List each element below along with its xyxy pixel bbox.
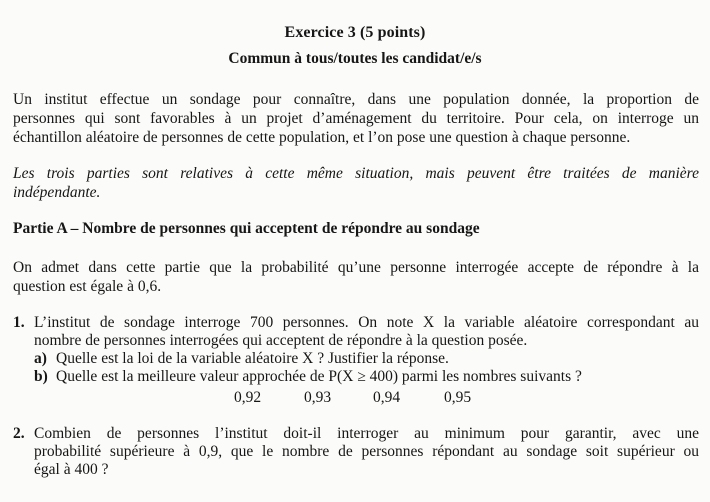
exercise-title: Exercice 3 (5 points) bbox=[284, 24, 426, 41]
question-1a bbox=[34, 350, 449, 368]
intro-line: échantillon aléatoire de personnes de cette population, et l’on pose une question à chaque personne. bbox=[13, 129, 631, 146]
question-1b-label: b) bbox=[34, 368, 48, 385]
question-1a-label: a) bbox=[34, 350, 47, 367]
note-line: indépendante. bbox=[13, 184, 101, 201]
question-2-line: égal à 400 ? bbox=[34, 461, 109, 478]
question-1-line: L’institut de sondage interroge 700 personnes. On note X la variable aléatoire correspondant au bbox=[34, 314, 699, 331]
note-paragraph bbox=[13, 164, 699, 202]
exercise-subtitle: Commun à tous/toutes les candidat/e/s bbox=[228, 50, 482, 67]
choice-value: 0,95 bbox=[444, 389, 472, 406]
question-1-line: nombre de personnes interrogées qui acceptent de répondre à la question posée. bbox=[34, 332, 528, 349]
question-2-number: 2. bbox=[13, 425, 25, 442]
question-1a-text: Quelle est la loi de la variable aléatoire X ? Justifier la réponse. bbox=[56, 350, 449, 367]
question-1-number: 1. bbox=[13, 314, 25, 331]
note-line: Les trois parties sont relatives à cette même situation, mais peuvent être traitées de manière bbox=[13, 165, 699, 182]
question-2-line: Combien de personnes l’institut doit-il interroger au minimum pour garantir, avec une bbox=[34, 425, 699, 442]
choice-value: 0,92 bbox=[234, 389, 262, 406]
part-a-title: Partie A – Nombre de personnes qui acceptent de répondre au sondage bbox=[13, 220, 480, 237]
part-a-intro-line: On admet dans cette partie que la probabilité qu’une personne interrogée accepte de répondre à la bbox=[13, 259, 699, 276]
part-a-intro bbox=[13, 258, 699, 296]
intro-line: Un institut effectue un sondage pour connaître, dans une population donnée, la proportion de bbox=[13, 91, 699, 108]
part-a-intro-line: question est égale à 0,6. bbox=[13, 278, 162, 295]
question-1b-text: Quelle est la meilleure valeur approchée de P(X ≥ 400) parmi les nombres suivants ? bbox=[56, 368, 582, 385]
question-1b bbox=[34, 368, 582, 386]
question-1-text bbox=[34, 314, 699, 350]
intro-paragraph bbox=[13, 90, 699, 147]
question-2-line: probabilité supérieure à 0,9, que le nombre de personnes répondant au sondage soit supérieur ou bbox=[34, 443, 699, 460]
intro-line: personnes qui sont favorables à un projet d’aménagement du territoire. Pour cela, on interroge un bbox=[13, 110, 699, 127]
question-2-text bbox=[34, 425, 699, 479]
choice-value: 0,93 bbox=[304, 389, 332, 406]
choice-value: 0,94 bbox=[373, 389, 401, 406]
